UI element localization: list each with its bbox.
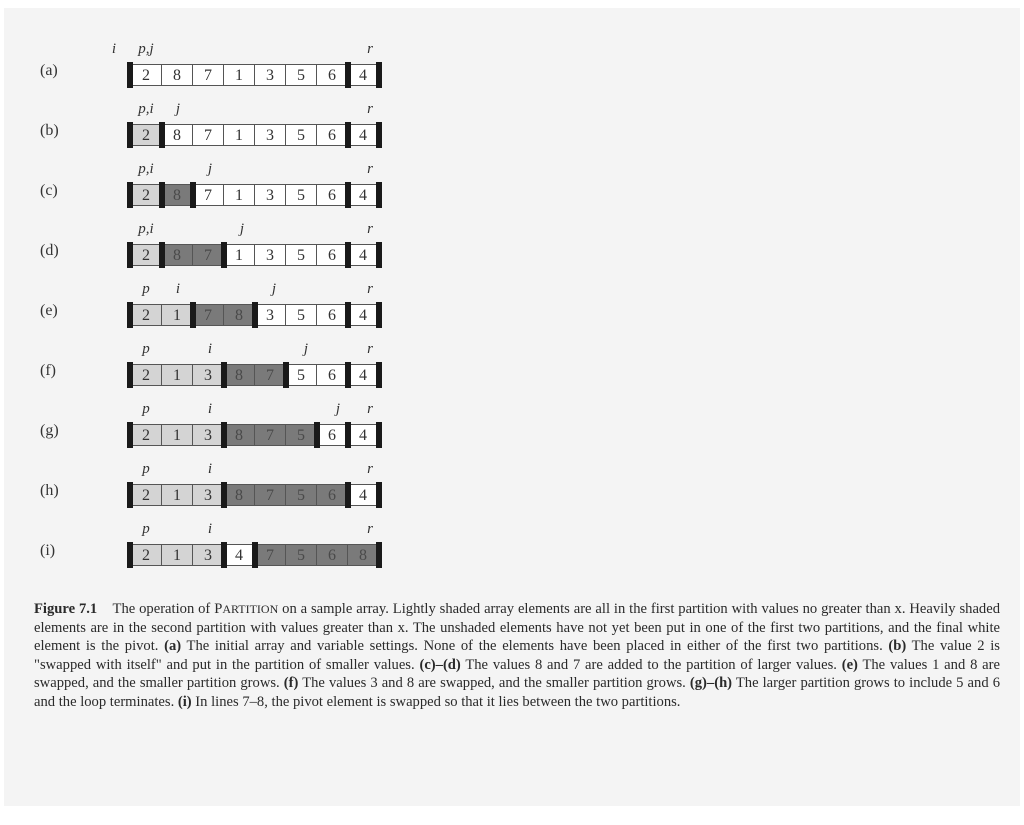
array-cell: 6: [316, 184, 348, 206]
partition-boundary-bar: [127, 542, 133, 568]
index-markers: [4, 101, 1020, 119]
partition-boundary-bar: [345, 242, 351, 268]
index-marker: i: [207, 461, 213, 477]
partition-boundary-bar: [345, 122, 351, 148]
index-marker: r: [367, 401, 373, 417]
array-cell: 5: [285, 184, 317, 206]
array-cells: [130, 544, 418, 566]
partition-boundary-bar: [252, 542, 258, 568]
array-cell: 1: [161, 484, 193, 506]
array-cell: 7: [254, 364, 286, 386]
index-marker: p,j: [138, 41, 154, 57]
array-cells: [130, 244, 418, 266]
step-label: (f): [40, 362, 56, 379]
partition-boundary-bar: [127, 182, 133, 208]
array-cell: 4: [347, 484, 379, 506]
array-cells: [130, 64, 418, 86]
array-cell: 8: [161, 64, 193, 86]
array-cell: 2: [130, 244, 162, 266]
array-cell: 6: [316, 124, 348, 146]
array-cell: 1: [223, 64, 255, 86]
array-cell: 7: [192, 124, 224, 146]
array-cell: 1: [161, 424, 193, 446]
array-cells: [130, 304, 418, 326]
array-cell: 2: [130, 484, 162, 506]
figure-page: [4, 8, 1020, 806]
caption-step-b-text: The value 2 is "swapped with itself" and put in the partition of smaller values.: [34, 638, 1000, 673]
array-cell: 2: [130, 424, 162, 446]
partition-boundary-bar: [283, 362, 289, 388]
array-cell: 4: [347, 424, 379, 446]
index-marker: j: [175, 101, 181, 117]
partition-boundary-bar: [127, 362, 133, 388]
index-markers: [4, 221, 1020, 239]
array-cell: 6: [316, 364, 348, 386]
array-cell: 5: [285, 64, 317, 86]
index-markers: [4, 521, 1020, 539]
caption-step-f-text: The values 3 and 8 are swapped, and the smaller partition grows.: [298, 675, 690, 692]
caption-step-b-label: (b): [888, 638, 907, 655]
array-cell: 3: [192, 484, 224, 506]
array-cell: 3: [192, 424, 224, 446]
index-marker: p,i: [138, 101, 154, 117]
partition-boundary-bar: [127, 302, 133, 328]
array-cell: 7: [254, 424, 286, 446]
partition-step-row: [4, 268, 1020, 324]
index-markers: [4, 401, 1020, 419]
step-label: (a): [40, 62, 58, 79]
partition-name-first: P: [214, 601, 223, 617]
caption-step-a-label: (a): [164, 638, 182, 655]
index-marker: i: [207, 401, 213, 417]
index-markers: [4, 161, 1020, 179]
array-cell: 3: [192, 544, 224, 566]
partition-boundary-bar: [190, 302, 196, 328]
array-cell: 3: [254, 244, 286, 266]
partition-boundary-bar: [159, 182, 165, 208]
partition-boundary-bar: [345, 302, 351, 328]
array-cells: [130, 484, 418, 506]
array-cell: 8: [161, 124, 193, 146]
partition-boundary-bar: [221, 242, 227, 268]
array-cell: 1: [161, 304, 193, 326]
partition-step-row: [4, 448, 1020, 504]
index-marker: p,i: [138, 161, 154, 177]
caption-step-cd-text: The values 8 and 7 are added to the partition of larger values.: [460, 656, 842, 673]
array-cell: 8: [223, 304, 255, 326]
index-marker: r: [367, 521, 373, 537]
array-cell: 3: [254, 304, 286, 326]
array-cell: 6: [316, 244, 348, 266]
partition-boundary-bar: [376, 362, 382, 388]
array-cell: 8: [223, 484, 255, 506]
step-label: (c): [40, 182, 58, 199]
partition-boundary-bar: [376, 62, 382, 88]
figure-label: Figure 7.1: [34, 601, 98, 617]
index-marker: r: [367, 221, 373, 237]
step-label: (e): [40, 302, 58, 319]
array-cell: 7: [254, 544, 286, 566]
caption-step-gh-text: The larger partition grows to include 5 and 6 and the loop terminates.: [34, 675, 1000, 710]
partition-boundary-bar: [127, 422, 133, 448]
partition-boundary-bar: [252, 302, 258, 328]
array-cell: 2: [130, 64, 162, 86]
partition-step-row: [4, 508, 1020, 564]
array-cell: 4: [347, 64, 379, 86]
array-cell: 2: [130, 304, 162, 326]
array-cell: 5: [285, 544, 317, 566]
array-cells: [130, 424, 418, 446]
array-cell: 2: [130, 124, 162, 146]
array-cell: 4: [347, 304, 379, 326]
index-marker: p: [142, 281, 150, 297]
partition-name-rest: ARTITION: [222, 602, 279, 616]
caption-step-cd-label: (c)–(d): [419, 656, 461, 673]
index-marker: p: [142, 521, 150, 537]
array-cell: 7: [192, 184, 224, 206]
partition-step-row: [4, 148, 1020, 204]
array-cell: 5: [285, 124, 317, 146]
index-marker: j: [271, 281, 277, 297]
partition-boundary-bar: [376, 122, 382, 148]
array-cell: 5: [285, 304, 317, 326]
partition-boundary-bar: [127, 122, 133, 148]
step-label: (i): [40, 542, 56, 559]
partition-boundary-bar: [127, 62, 133, 88]
partition-boundary-bar: [221, 362, 227, 388]
index-marker: r: [367, 161, 373, 177]
array-cell: 2: [130, 184, 162, 206]
partition-boundary-bar: [376, 242, 382, 268]
index-marker: r: [367, 101, 373, 117]
array-cell: 3: [254, 124, 286, 146]
array-cell: 3: [192, 364, 224, 386]
index-marker: p: [142, 401, 150, 417]
partition-boundary-bar: [345, 362, 351, 388]
array-cell: 7: [192, 244, 224, 266]
caption-text-intro: The operation of: [112, 601, 215, 617]
array-cell: 8: [223, 364, 255, 386]
partition-boundary-bar: [127, 242, 133, 268]
step-label: (g): [40, 422, 59, 439]
index-marker: i: [207, 521, 213, 537]
index-marker: p: [142, 341, 150, 357]
array-cells: [130, 364, 418, 386]
caption-step-i-text: In lines 7–8, the pivot element is swapped so that it lies between the two partitions.: [191, 693, 681, 710]
array-cell: 1: [223, 244, 255, 266]
index-markers: [4, 281, 1020, 299]
array-cells: [130, 124, 418, 146]
caption-step-gh-label: (g)–(h): [689, 675, 733, 692]
array-cell: 8: [223, 424, 255, 446]
index-marker: r: [367, 281, 373, 297]
index-marker: p: [142, 461, 150, 477]
index-marker: j: [239, 221, 245, 237]
array-cell: 1: [161, 544, 193, 566]
partition-boundary-bar: [221, 422, 227, 448]
partition-boundary-bar: [127, 482, 133, 508]
caption-text-main: on a sample array. Lightly shaded array elements are all in the first partition with values no greater than x. Heavily shaded elements are in the second partition with values greater than x. The unshaded elements have not yet been put in one of the first two partitions, and the final white element is the pivot.: [34, 601, 1000, 655]
partition-step-row: [4, 208, 1020, 264]
index-marker: i: [175, 281, 181, 297]
partition-boundary-bar: [345, 422, 351, 448]
index-marker: r: [367, 41, 373, 57]
array-cell: 5: [285, 424, 317, 446]
index-marker: i: [207, 341, 213, 357]
caption-step-e-label: (e): [841, 656, 858, 673]
index-marker: j: [335, 401, 341, 417]
array-cell: 6: [316, 544, 348, 566]
array-cell: 5: [285, 244, 317, 266]
index-marker: r: [367, 461, 373, 477]
array-cell: 4: [347, 364, 379, 386]
step-label: (h): [40, 482, 59, 499]
caption-step-i-label: (i): [177, 693, 192, 710]
array-cell: 4: [347, 244, 379, 266]
index-marker: p,i: [138, 221, 154, 237]
array-cell: 1: [161, 364, 193, 386]
array-cell: 8: [347, 544, 379, 566]
index-marker: j: [207, 161, 213, 177]
array-cell: 5: [285, 364, 317, 386]
index-markers: [4, 461, 1020, 479]
partition-boundary-bar: [376, 302, 382, 328]
caption-step-f-label: (f): [283, 675, 299, 692]
array-cell: 5: [285, 484, 317, 506]
array-cell: 4: [347, 124, 379, 146]
partition-boundary-bar: [221, 482, 227, 508]
partition-boundary-bar: [376, 422, 382, 448]
partition-boundary-bar: [376, 482, 382, 508]
partition-boundary-bar: [314, 422, 320, 448]
partition-boundary-bar: [190, 182, 196, 208]
caption-step-e-text: The values 1 and 8 are swapped, and the smaller partition grows.: [34, 656, 1000, 692]
array-cell: 1: [223, 124, 255, 146]
array-cells: [130, 184, 418, 206]
partition-boundary-bar: [376, 542, 382, 568]
partition-boundary-bar: [159, 242, 165, 268]
array-cell: 6: [316, 304, 348, 326]
index-marker: j: [303, 341, 309, 357]
array-cell: 2: [130, 544, 162, 566]
array-cell: 6: [316, 484, 348, 506]
index-marker: r: [367, 341, 373, 357]
array-cell: 6: [316, 424, 348, 446]
step-label: (b): [40, 122, 59, 139]
caption-step-a-text: The initial array and variable settings. None of the elements have been placed in either of the first two partitions.: [181, 638, 889, 655]
array-cell: 3: [254, 64, 286, 86]
partition-step-row: [4, 328, 1020, 384]
partition-step-row: [4, 388, 1020, 444]
partition-step-row: [4, 28, 1020, 84]
array-cell: 2: [130, 364, 162, 386]
index-marker: i: [111, 41, 117, 57]
partition-step-row: [4, 88, 1020, 144]
partition-boundary-bar: [221, 542, 227, 568]
partition-boundary-bar: [345, 482, 351, 508]
array-cell: 6: [316, 64, 348, 86]
partition-boundary-bar: [345, 62, 351, 88]
partition-name: [214, 601, 278, 617]
index-markers: [4, 41, 1020, 59]
array-cell: 8: [161, 244, 193, 266]
partition-boundary-bar: [376, 182, 382, 208]
index-markers: [4, 341, 1020, 359]
partition-boundary-bar: [345, 182, 351, 208]
figure-caption: [34, 600, 1000, 712]
array-cell: 1: [223, 184, 255, 206]
array-cell: 3: [254, 184, 286, 206]
array-cell: 8: [161, 184, 193, 206]
array-cell: 7: [254, 484, 286, 506]
array-cell: 4: [347, 184, 379, 206]
step-label: (d): [40, 242, 59, 259]
array-cell: 7: [192, 304, 224, 326]
partition-boundary-bar: [159, 122, 165, 148]
array-cell: 4: [223, 544, 255, 566]
array-cell: 7: [192, 64, 224, 86]
